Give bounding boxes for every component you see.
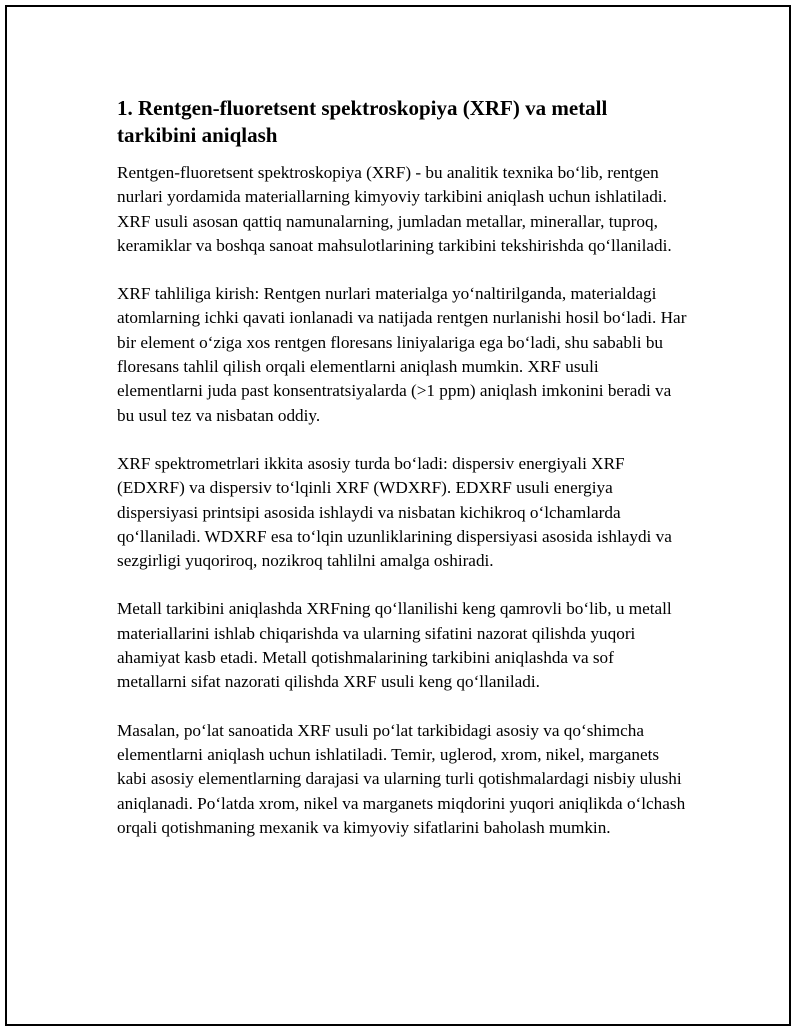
paragraph-steel-example: Masalan, poʻlat sanoatida XRF usuli poʻlat tarkibidagi asosiy va qoʻshimcha elementlarni aniqlash uchun ishlatiladi. Temir, uglerod, xrom, nikel, marganets kabi asosiy elementlarning darajasi va ularning turli qotishmalardagi nisbiy ulushi aniqlanadi. Poʻlatda xrom, nikel va marganets miqdorini yuqori aniqlikda oʻlchash orqali qotishmaning mexanik va kimyoviy sifatlarini baholash mumkin. [117,720,686,837]
section-heading: 1. Rentgen-fluoretsent spektroskopiya (XRF) va metall tarkibini aniqlash [117,96,608,147]
paragraph-metal-application: Metall tarkibini aniqlashda XRFning qoʻllanilishi keng qamrovli boʻlib, u metall materiallarini ishlab chiqarishda va ularning sifatini nazorat qilishda yuqori ahamiyat kasb etadi. Metall qotishmalarining tarkibini aniqlashda va sof metallarni sifat nazorati qilishda XRF usuli keng qoʻllaniladi. [117,599,672,692]
paragraph-xrf-analysis: XRF tahliliga kirish: Rentgen nurlari materialga yoʻnaltirilganda, materialdagi atomlarning ichki qavati ionlanadi va natijada rentgen nurlanishi hosil boʻladi. Har bir element oʻziga xos rentgen floresans liniyalariga ega boʻladi, shu sababli bu floresans tahlil qilish orqali elementlarni aniqlash mumkin. XRF usuli elementlarni juda past konsentratsiyalarda (>1 ppm) aniqlash imkonini beradi va bu usul tez va nisbatan oddiy. [117,284,687,425]
paragraph-spectrometer-types: XRF spektrometrlari ikkita asosiy turda boʻladi: dispersiv energiyali XRF (EDXRF) va dispersiv toʻlqinli XRF (WDXRF). EDXRF usuli energiya dispersiyasi printsipi asosida ishlaydi va nisbatan kichikroq oʻlchamlarda qoʻllaniladi. WDXRF esa toʻlqin uzunliklarining dispersiyasi asosida ishlaydi va sezgirligi yuqoriroq, nozikroq tahlilni amalga oshiradi. [117,453,672,571]
paragraph-intro: Rentgen-fluoretsent spektroskopiya (XRF) - bu analitik texnika boʻlib, rentgen nurlari yordamida materiallarning kimyoviy tarkibini aniqlash uchun ishlatiladi. XRF usuli asosan qattiq namunalarning, jumladan metallar, minerallar, tuproq, keramiklar va boshqa sanoat mahsulotlarining tarkibini tekshirishda qoʻllaniladi. [117,163,672,255]
document-body [117,95,687,864]
